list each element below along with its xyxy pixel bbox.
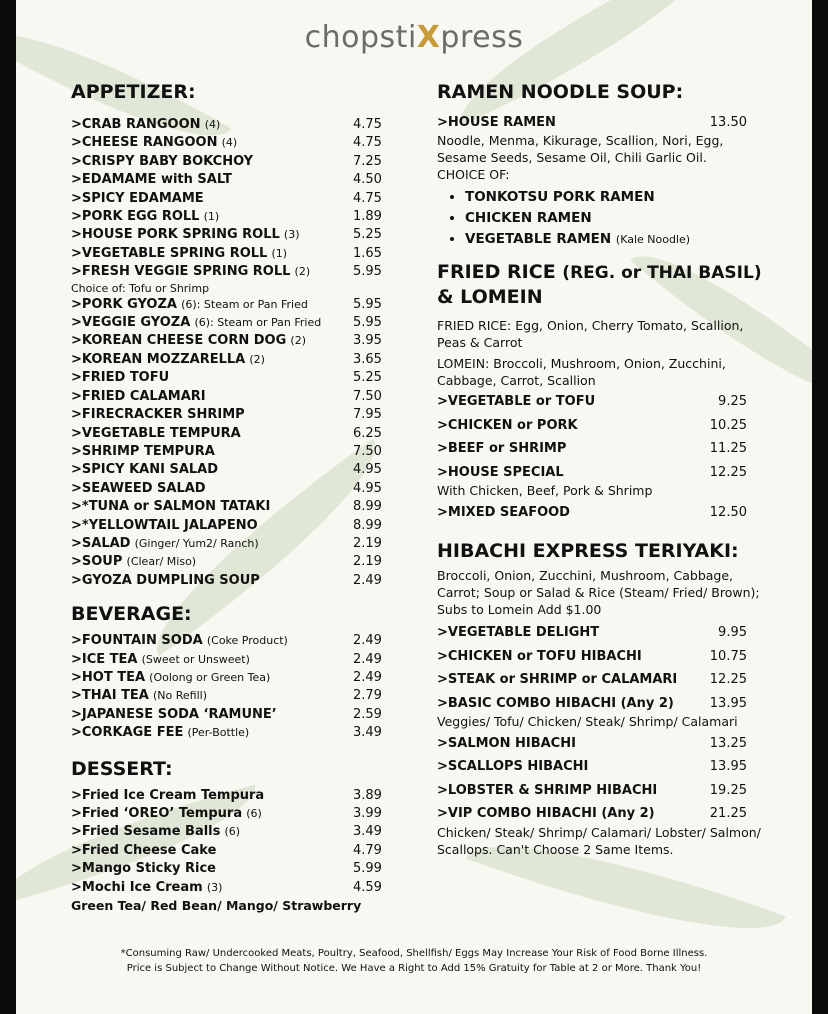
item-row [437, 504, 767, 522]
item-name: >Fried Sesame Balls [71, 824, 221, 840]
hibachi-description: Broccoli, Onion, Zucchini, Mushroom, Cabbage, Carrot; Soup or Salad & Rice (Steam/ Fried/ Brown); Subs to Lomein Add $1.00 [437, 568, 760, 618]
item-row [437, 735, 767, 753]
hibachi-heading: HIBACHI EXPRESS TERIYAKI: [437, 540, 739, 563]
menu-item [71, 553, 396, 571]
item-price: 2.59 [353, 706, 382, 722]
item-price: 7.50 [353, 388, 382, 404]
item-note: (6) [224, 825, 241, 839]
item-note: (2) [294, 265, 311, 279]
item-price: 13.25 [709, 736, 747, 752]
dessert-list [71, 787, 396, 897]
item-price: 21.25 [709, 806, 747, 822]
item-name: >BASIC COMBO HIBACHI (Any 2) [437, 695, 674, 711]
footer-line: *Consuming Raw/ Undercooked Meats, Poultry, Seafood, Shellfish/ Eggs May Increase Your Risk of Food Borne Illness. [120, 948, 708, 959]
item-name: >FRESH VEGGIE SPRING ROLL [71, 264, 291, 280]
menu-item [71, 171, 396, 189]
item-price: 2.49 [353, 633, 382, 649]
menu-item [71, 787, 396, 805]
menu-item [71, 879, 396, 897]
menu-item [71, 842, 396, 860]
dessert-heading: DESSERT: [71, 757, 173, 780]
item-price: 2.19 [353, 535, 382, 551]
menu-item [71, 632, 396, 650]
item-name: >FOUNTAIN SODA [71, 633, 203, 649]
item-note: (Oolong or Green Tea) [149, 670, 271, 684]
item-price: 7.95 [353, 407, 382, 423]
appetizer-list-2 [71, 296, 396, 591]
fresh-roll-note: Choice of: Tofu or Shrimp [71, 281, 210, 295]
menu-item [71, 388, 396, 406]
menu-item [437, 758, 767, 776]
item-price: 11.25 [709, 441, 747, 457]
item-price: 1.65 [353, 245, 382, 261]
item-name: >THAI TEA [71, 688, 149, 704]
menu-item [71, 263, 396, 281]
item-price: 5.95 [353, 315, 382, 331]
item-note: (Clear/ Miso) [126, 555, 197, 569]
item-name: >*TUNA or SALMON TATAKI [71, 499, 271, 515]
menu-item [437, 671, 767, 689]
item-note: (6): Steam or Pan Fried [181, 297, 308, 311]
item-price: 7.25 [353, 153, 382, 169]
item-price: 4.95 [353, 462, 382, 478]
item-note: (Sweet or Unsweet) [141, 652, 250, 666]
item-name: >SEAWEED SALAD [71, 480, 206, 496]
item-price: 9.95 [718, 625, 747, 641]
menu-item [437, 464, 767, 499]
item-price: 4.75 [353, 135, 382, 151]
item-price: 4.75 [353, 117, 382, 132]
item-name: >HOUSE RAMEN [437, 115, 556, 130]
menu-item [71, 351, 396, 369]
item-note: (2) [290, 334, 306, 348]
item-price: 7.50 [353, 443, 382, 459]
item-note: (3) [283, 228, 300, 242]
item-price: 4.95 [353, 480, 382, 496]
menu-item [71, 116, 396, 134]
ramen-description: Noodle, Menma, Kikurage, Scallion, Nori, Egg, Sesame Seeds, Sesame Oil, Chili Garlic Oil. [437, 133, 724, 166]
menu-item [71, 208, 396, 226]
item-name: >CHICKEN or PORK [437, 417, 578, 433]
item-name: >VEGGIE GYOZA [71, 315, 191, 331]
item-price: 2.19 [353, 554, 382, 570]
item-price: 12.25 [709, 672, 747, 688]
ramen-choice: • TONKOTSU PORK RAMEN [465, 187, 767, 208]
menu-item [71, 823, 396, 841]
item-name: >GYOZA DUMPLING SOUP [71, 572, 260, 588]
menu-item [71, 134, 396, 152]
item-name: >Fried ‘OREO’ Tempura [71, 806, 243, 821]
item-price: 3.49 [353, 824, 382, 840]
item-note: (4) [221, 136, 238, 150]
item-name: >SOUP [71, 554, 123, 570]
item-row [437, 758, 767, 776]
item-name: >SPICY EDAMAME [71, 190, 204, 206]
menu-item [71, 332, 396, 350]
item-name: >VEGETABLE TEMPURA [71, 425, 241, 441]
item-price: 13.95 [709, 695, 747, 711]
item-name: >SCALLOPS HIBACHI [437, 759, 589, 775]
menu-item [71, 805, 396, 823]
item-price: 2.79 [353, 688, 382, 704]
item-note: (No Refill) [153, 689, 208, 703]
item-note: (4) [204, 118, 221, 131]
item-row [437, 417, 767, 435]
appetizer-list [71, 116, 396, 282]
item-price: 3.89 [353, 787, 382, 803]
menu-item [71, 687, 396, 705]
ramen-choice: • CHICKEN RAMEN [465, 208, 767, 229]
menu-item [71, 669, 396, 687]
item-name: >SALAD [71, 535, 131, 551]
menu-item [437, 440, 767, 458]
menu-item [71, 724, 396, 742]
left-column [71, 80, 396, 914]
hibachi-list [437, 624, 767, 857]
item-note: (Coke Product) [206, 634, 288, 648]
menu-item [71, 498, 396, 516]
item-price: 3.99 [353, 806, 382, 821]
fried-rice-description: FRIED RICE: Egg, Onion, Cherry Tomato, Scallion, Peas & Carrot [437, 318, 744, 351]
item-description: Chicken/ Steak/ Shrimp/ Calamari/ Lobster/ Salmon/ Scallops. Can't Choose 2 Same Items. [437, 824, 761, 857]
menu-item [71, 572, 396, 590]
item-price: 13.95 [709, 759, 747, 775]
item-name: >EDAMAME with SALT [71, 172, 232, 188]
item-price: 10.75 [709, 648, 747, 664]
beverage-list [71, 632, 396, 742]
item-name: >VEGETABLE or TOFU [437, 394, 596, 410]
menu-item [437, 624, 767, 642]
menu-item [71, 706, 396, 724]
menu-item-house-ramen [437, 114, 767, 132]
item-note: (6) [246, 807, 262, 820]
menu-item [71, 369, 396, 387]
item-price: 3.95 [353, 333, 382, 349]
item-price: 5.25 [353, 370, 382, 386]
item-price: 4.59 [353, 879, 382, 895]
menu-item [71, 517, 396, 535]
menu-item [71, 296, 396, 314]
item-name: >CHEESE RANGOON [71, 135, 218, 151]
item-name: >VEGETABLE DELIGHT [437, 625, 600, 641]
item-name: >HOUSE SPECIAL [437, 464, 564, 480]
item-price: 8.99 [353, 499, 382, 515]
menu-item [437, 393, 767, 411]
item-price: 12.25 [709, 464, 747, 480]
menu-item [71, 190, 396, 208]
item-name: >STEAK or SHRIMP or CALAMARI [437, 672, 678, 688]
item-name: >MIXED SEAFOOD [437, 505, 570, 521]
item-name: >VEGETABLE SPRING ROLL [71, 245, 268, 261]
item-row [437, 782, 767, 800]
item-note: (2) [249, 352, 265, 366]
item-note: (Ginger/ Yum2/ Ranch) [134, 536, 259, 550]
item-name: >KOREAN CHEESE CORN DOG [71, 333, 287, 349]
item-price: 5.95 [353, 264, 382, 280]
menu-item [71, 245, 396, 263]
item-price: 3.49 [353, 725, 382, 741]
footer-disclaimer [16, 946, 812, 976]
menu-item [437, 805, 767, 857]
item-row [437, 671, 767, 689]
item-price: 5.99 [353, 861, 382, 877]
item-description: Veggies/ Tofu/ Chicken/ Steak/ Shrimp/ Calamari [437, 714, 738, 730]
item-row [437, 648, 767, 666]
item-name: >VIP COMBO HIBACHI (Any 2) [437, 806, 655, 822]
item-name: >Mochi Ice Cream [71, 879, 203, 895]
menu-item [437, 782, 767, 800]
logo: chopstiXpress [304, 20, 524, 55]
menu-item [71, 860, 396, 878]
item-name: >SPICY KANI SALAD [71, 462, 219, 478]
menu-page [16, 0, 812, 1014]
item-name: >Fried Cheese Cake [71, 842, 217, 858]
menu-item [71, 651, 396, 669]
item-price: 5.25 [353, 227, 382, 243]
item-row [437, 464, 767, 482]
ramen-choice-label: CHOICE OF: [437, 167, 510, 183]
item-note: (6): Steam or Pan Fried [194, 316, 322, 330]
menu-item [71, 153, 396, 171]
item-name: >KOREAN MOZZARELLA [71, 351, 246, 367]
item-note: (Per-Bottle) [187, 726, 250, 740]
item-name: >BEEF or SHRIMP [437, 441, 567, 457]
menu-item [437, 695, 767, 730]
item-name: >PORK GYOZA [71, 296, 177, 312]
item-name: >CORKAGE FEE [71, 725, 184, 741]
menu-item [71, 406, 396, 424]
item-price: 8.99 [353, 517, 382, 533]
item-note: (3) [206, 880, 223, 894]
item-price: 9.25 [718, 394, 747, 410]
item-price: 5.95 [353, 296, 382, 312]
item-name: >SHRIMP TEMPURA [71, 443, 215, 459]
item-name: >HOUSE PORK SPRING ROLL [71, 227, 280, 243]
mochi-note: Green Tea/ Red Bean/ Mango/ Strawberry [71, 898, 362, 914]
item-name: >*YELLOWTAIL JALAPENO [71, 517, 258, 533]
item-note: (1) [203, 210, 220, 224]
item-name: >SALMON HIBACHI [437, 736, 576, 752]
item-price: 13.50 [709, 115, 747, 130]
item-note: (1) [271, 246, 288, 260]
item-price: 3.65 [353, 351, 382, 367]
item-name: >CRAB RANGOON [71, 117, 201, 132]
fried-rice-list [437, 393, 767, 522]
ramen-choices [437, 187, 767, 250]
right-column [437, 80, 767, 863]
menu-item [71, 425, 396, 443]
item-price: 1.89 [353, 209, 382, 225]
lomein-description: LOMEIN: Broccoli, Mushroom, Onion, Zucchini, Cabbage, Carrot, Scallion [437, 356, 726, 389]
menu-item [71, 443, 396, 461]
ramen-heading: RAMEN NOODLE SOUP: [437, 81, 684, 103]
item-row [437, 624, 767, 642]
item-row [437, 440, 767, 458]
item-price: 2.49 [353, 651, 382, 667]
menu-item [437, 417, 767, 435]
menu-item [71, 226, 396, 244]
item-price: 10.25 [709, 417, 747, 433]
item-name: >CHICKEN or TOFU HIBACHI [437, 648, 642, 664]
item-name: >PORK EGG ROLL [71, 209, 200, 225]
item-name: >HOT TEA [71, 669, 146, 685]
item-price: 4.79 [353, 842, 382, 858]
menu-item [437, 504, 767, 522]
item-row [437, 805, 767, 823]
menu-item [71, 480, 396, 498]
appetizer-heading: APPETIZER: [71, 81, 196, 103]
item-name: >Mango Sticky Rice [71, 861, 216, 877]
item-name: >JAPANESE SODA ‘RAMUNE’ [71, 706, 277, 722]
item-row [437, 695, 767, 713]
beverage-heading: BEVERAGE: [71, 603, 192, 626]
item-name: >CRISPY BABY BOKCHOY [71, 153, 254, 169]
menu-item [71, 535, 396, 553]
item-name: >FRIED TOFU [71, 370, 170, 386]
item-name: >ICE TEA [71, 651, 138, 667]
menu-item [71, 461, 396, 479]
item-price: 12.50 [709, 505, 747, 521]
item-row [437, 393, 767, 411]
item-price: 2.49 [353, 669, 382, 685]
item-name: >LOBSTER & SHRIMP HIBACHI [437, 782, 658, 798]
item-description: With Chicken, Beef, Pork & Shrimp [437, 483, 653, 499]
item-name: >Fried Ice Cream Tempura [71, 787, 265, 803]
ramen-choice: • VEGETABLE RAMEN (Kale Noodle) [465, 229, 767, 250]
menu-item [71, 314, 396, 332]
item-price: 19.25 [709, 782, 747, 798]
menu-item [437, 648, 767, 666]
fried-rice-heading: FRIED RICE (REG. or THAI BASIL) & LOMEIN [437, 261, 762, 309]
item-price: 6.25 [353, 425, 382, 441]
footer-line: Price is Subject to Change Without Notice. We Have a Right to Add 15% Gratuity for Table at 2 or More. Thank You! [126, 963, 702, 974]
item-price: 2.49 [353, 572, 382, 588]
item-name: >FIRECRACKER SHRIMP [71, 407, 245, 423]
item-name: >FRIED CALAMARI [71, 388, 206, 404]
item-price: 4.50 [353, 172, 382, 188]
item-price: 4.75 [353, 190, 382, 206]
menu-item [437, 735, 767, 753]
